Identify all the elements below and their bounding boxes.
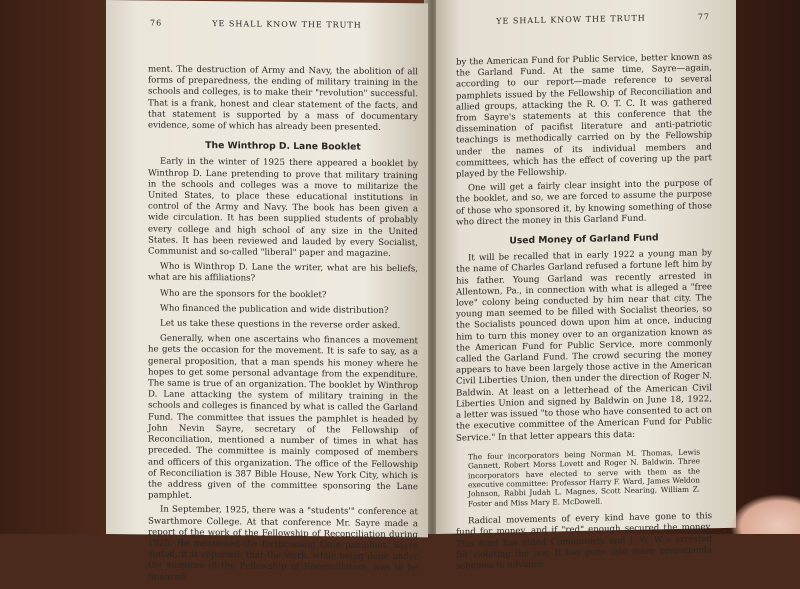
paragraph: Radical movements of every kind have gone to this fund for money, and if "red" enough secured the money. This fund has aided Communists and J. W. W.'s arrested for violating the law. It has gone into many propaganda schemes to advance xyxy=(456,511,712,572)
paragraph: One will get a fairly clear insight into the purpose of the booklet, and so, we are forced to assume the purpose of those who sponsored it, by knowing something of those who direct the money in this Garland Fund. xyxy=(456,178,712,228)
paragraph: by the American Fund for Public Service, better known as the Garland Fund. At the same time, Sayre—again, according to our report—made reference to several pamphlets issued by the Fellowship of Reconciliation and allied groups, attacking the R. O. T. C. It was gathered from Sayre's statements at this conference that the dissemination of pacifist literature and anti-patriotic teachings is methodically carried on by the Fellowship under the names of its individual members and committees, which has the effect of covering up the part played by the Fellowship. xyxy=(456,52,712,180)
paragraph: Early in the winter of 1925 there appeared a booklet by Winthrop D. Lane pretending to prove that military training in the schools and colleges was a move to militarize the United States, to place these educational institutions in control of the Army and Navy. The book has been given a wide circulation. It has been supplied students of probably every college and high school of any size in the United States. It has been reviewed and lauded by every Socialist, Communist and so-called "liberal" paper and magazine. xyxy=(148,156,418,260)
page-number: 76 xyxy=(150,18,163,28)
question: Who are the sponsors for the booklet? xyxy=(160,288,327,300)
finger xyxy=(730,494,800,534)
block-quote: The four incorporators being Norman M. Thomas, Lewis Gannett, Robert Morss Lovett and Roger N. Baldwin. Three incorporators have elected to serve with them as the executive committee: Professor Harry F. Ward, James Weldon Johnson, Rabbi Judah L. Magnes, Scott Nearing, William Z. Foster and Miss Mary E. McDowell. xyxy=(468,447,700,509)
section-heading: The Winthrop D. Lane Booklet xyxy=(205,140,361,153)
paragraph: Generally, when one ascertains who finances a movement he gets the occasion for the movement. It is safe to say, as a general proposition, that a man spends his money where he hopes to get some personal advantage from the expenditure. The same is true of an organization. The booklet by Winthrop D. Lane attacking the system of military training in the schools and colleges is financed by what is called the Garland Fund. The committee that issues the pamphlet is headed by John Nevin Sayre, secretary of the Fellowship of Reconciliation, mentioned a number of times in what has preceded. The committee is mainly composed of members and officers of this organization. The office of the Fellowship of Reconciliation is 387 Bible House, New York City, which is the address given of the committee sponsoring the Lane pamphlet. xyxy=(148,333,418,502)
right-page-text xyxy=(456,52,712,576)
question: Who financed the publication and wide distribution? xyxy=(160,303,389,316)
page-number: 77 xyxy=(697,12,710,22)
running-head: YE SHALL KNOW THE TRUTH xyxy=(496,13,646,26)
section-heading: Used Money of Garland Fund xyxy=(509,232,659,247)
right-page xyxy=(436,0,736,572)
left-page-header xyxy=(106,18,428,30)
right-page-header xyxy=(436,12,736,26)
open-book xyxy=(78,0,738,583)
paragraph: ment. The destruction of Army and Navy, the abolition of all forms of preparedness, the ending of military training in the schools and colleges, is to make their "revolution" successful. That is a frank, honest and clear statement of the facts, and that statement is supported by a mass of documentary evidence, some of which has already been presented. xyxy=(148,64,418,133)
paragraph: It will be recalled that in early 1922 a young man by the name of Charles Garland refused a fortune left him by his father. Young Garland was recently arrested in Allentown, Pa., in connection with what is alleged a "free love" colony being conducted by him near that city. The young man seemed to be filled with Socialist theories, so the Socialists pounced down upon him at once, inducing him to turn this money over to an organization known as the American Fund for Public Service, more commonly called the Garland Fund. The crowd securing the money appears to have been largely those active in the American Civil Liberties Union, then under the direction of Roger N. Baldwin. At least on a letterhead of the American Civil Liberties Union and signed by Baldwin on June 18, 1922, a letter was issued "to those who have consented to act on the executive committee of the American Fund for Public Service." In that letter appears this data: xyxy=(456,248,712,444)
left-page xyxy=(106,0,428,583)
left-page-text xyxy=(148,64,418,589)
paragraph: In September, 1925, there was a "students'" conference at Swarthmore College. At that conference Mr. Sayre made a report of the work of the Fellowship of Reconciliation during 1925. He mentioned the forthcoming Lane pamphlet. Sayre stated, it is reported, that the work, while being done under the auspices of the Fellowship of Reconciliation, was to be financed xyxy=(148,504,418,583)
question: Who is Winthrop D. Lane the writer, what are his beliefs, what are his affiliations? xyxy=(148,261,418,285)
question: Let us take these questions in the reverse order asked. xyxy=(160,318,401,332)
running-head: YE SHALL KNOW THE TRUTH xyxy=(212,19,362,30)
